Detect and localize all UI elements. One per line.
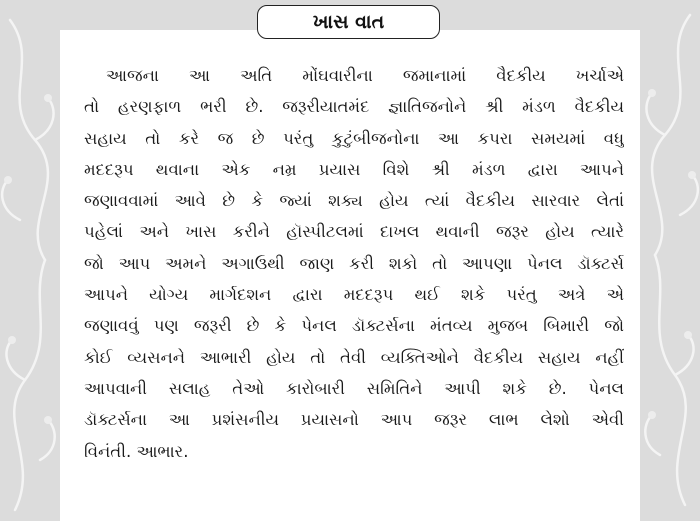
- paragraph-line: કોઈ વ્યસનને આભારી હોય તો તેવી વ્યક્તિઓને વૈદકીય સહાય નહીં: [84, 347, 624, 367]
- paragraph-line: પહેલાં અને ખાસ કરીને હૉસ્પીટલમાં દાખલ થવાની જરૂર હોય ત્યારે: [84, 222, 624, 242]
- paragraph-line: તો હરણફાળ ભરી છે. જરૂરીયાતમંદ જ્ઞાતિજનોને શ્રી મંડળ વૈદકીય: [84, 97, 624, 117]
- paragraph-line: મદદરૂપ થવાના એક નમ્ર પ્રયાસ વિશે શ્રી મંડળ દ્વારા આપને: [84, 159, 624, 179]
- paragraph-line: ડૉક્ટર્સના આ પ્રશંસનીય પ્રયાસનો આપ જરૂર લાભ લેશો એવી: [84, 410, 624, 430]
- paragraph-line: વિનંતી. આભાર.: [84, 441, 189, 461]
- paragraph-line: જો આપ અમને અગાઉથી જાણ કરી શકો તો આપણા પેનલ ડૉક્ટર્સ: [84, 253, 624, 273]
- paragraph-line: આપને યોગ્ય માર્ગદશન દ્વારા મદદરૂપ થઈ શકે પરંતુ અત્રે એ: [84, 285, 624, 305]
- body-paragraph: [84, 60, 624, 467]
- paragraph-line: જણાવવું પણ જરૂરી છે કે પેનલ ડૉક્ટર્સના મંતવ્ય મુજબ બિમારી જો: [84, 316, 624, 336]
- paragraph-line: આપવાની સલાહ તેઓ કારોબારી સમિતિને આપી શકે છે. પેનલ: [84, 378, 624, 398]
- paragraph-line: આજના આ અતિ મોંઘવારીના જમાનામાં વૈદકીય ખર્ચાએ: [106, 66, 624, 85]
- paragraph-line: જણાવવામાં આવે છે કે જ્યાં શક્ય હોય ત્યાં વૈદકીય સારવાર લેતાં: [84, 191, 624, 211]
- page-title: ખાસ વાત: [257, 5, 440, 39]
- paragraph-line: સહાય તો કરે જ છે પરંતુ કુટુંબીજનોના આ કપરા સમયમાં વધુ: [84, 128, 624, 148]
